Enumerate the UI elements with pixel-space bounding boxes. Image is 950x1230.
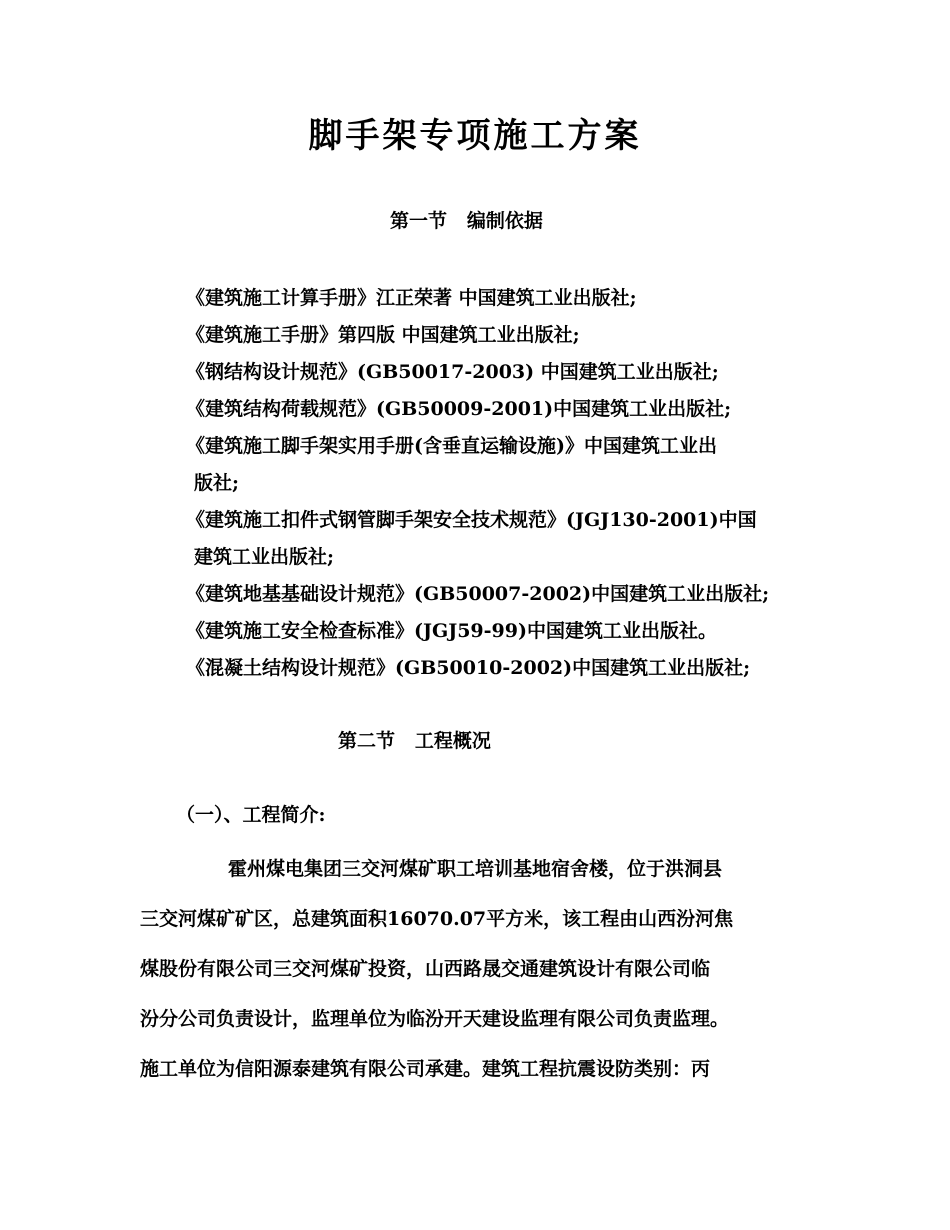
section-2-heading: 第二节 工程概况 <box>338 730 491 752</box>
reference-item <box>186 650 826 687</box>
reference-item <box>186 354 826 391</box>
section-1-heading: 第一节 编制依据 <box>390 210 543 232</box>
reference-text: 《混凝土结构设计规范》(GB50010-2002)中国建筑工业出版社; <box>186 657 751 679</box>
reference-item <box>186 391 826 428</box>
reference-text: 《钢结构设计规范》(GB50017-2003) 中国建筑工业出版社; <box>186 361 719 383</box>
paragraph-line: 施工单位为信阳源泰建筑有限公司承建。建筑工程抗震设防类别：丙 <box>140 1058 711 1080</box>
project-intro-paragraph <box>140 844 830 1094</box>
reference-item <box>186 280 826 317</box>
reference-text: 《建筑施工安全检查标准》(JGJ59-99)中国建筑工业出版社。 <box>186 620 717 642</box>
paragraph-line: 三交河煤矿矿区，总建筑面积16070.07平方米，该工程由山西汾河焦 <box>140 908 734 930</box>
reference-text: 《建筑施工脚手架实用手册(含垂直运输设施)》中国建筑工业出 <box>186 435 717 457</box>
reference-item <box>186 428 826 502</box>
reference-text-continuation: 版社; <box>194 472 240 494</box>
project-intro-subheading: （一）、工程简介: <box>176 804 326 826</box>
reference-text: 《建筑施工手册》第四版 中国建筑工业出版社; <box>186 324 580 346</box>
reference-item <box>186 576 826 613</box>
reference-item <box>186 317 826 354</box>
reference-text-continuation: 建筑工业出版社; <box>194 546 335 568</box>
reference-text: 《建筑施工扣件式钢管脚手架安全技术规范》(JGJ130-2001)中国 <box>186 509 757 531</box>
reference-item <box>186 613 826 650</box>
reference-text: 《建筑地基基础设计规范》(GB50007-2002)中国建筑工业出版社; <box>186 583 770 605</box>
document-title: 脚手架专项施工方案 <box>308 116 642 156</box>
reference-text: 《建筑施工计算手册》江正荣著 中国建筑工业出版社; <box>186 287 637 309</box>
paragraph-line: 煤股份有限公司三交河煤矿投资，山西路晟交通建筑设计有限公司临 <box>140 958 711 980</box>
reference-item <box>186 502 826 576</box>
reference-text: 《建筑结构荷载规范》(GB50009-2001)中国建筑工业出版社; <box>186 398 732 420</box>
paragraph-line: 汾分公司负责设计，监理单位为临汾开天建设监理有限公司负责监理。 <box>140 1008 730 1030</box>
reference-list <box>186 280 826 687</box>
paragraph-line: 霍州煤电集团三交河煤矿职工培训基地宿舍楼，位于洪洞县 <box>228 858 723 880</box>
